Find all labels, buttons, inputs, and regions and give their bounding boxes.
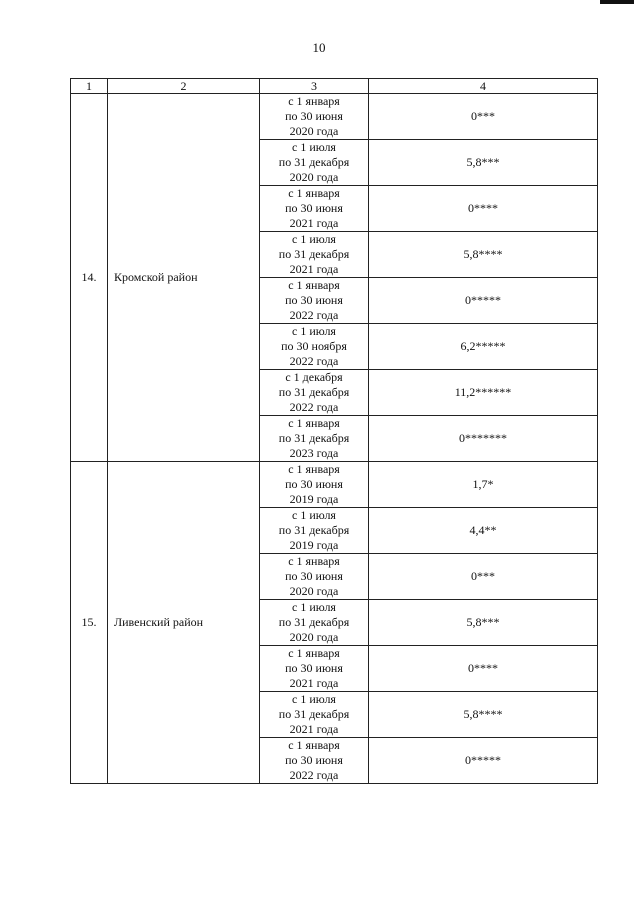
period-line: по 31 декабря xyxy=(278,385,350,399)
period-line: по 30 июня xyxy=(285,109,343,123)
period-line: 2022 года xyxy=(289,308,339,322)
period-line: по 30 июня xyxy=(285,201,343,215)
period-line: с 1 июля xyxy=(292,508,336,522)
value-cell: 1,7* xyxy=(369,462,598,508)
table-row xyxy=(71,94,598,140)
value-cell: 0**** xyxy=(369,646,598,692)
value-cell: 5,8**** xyxy=(369,232,598,278)
period-line: по 30 ноября xyxy=(281,339,347,353)
period-cell xyxy=(260,738,369,784)
value-cell: 0***** xyxy=(369,278,598,324)
district-number: 14. xyxy=(71,94,108,462)
period-line: с 1 января xyxy=(288,554,340,568)
period-line: по 30 июня xyxy=(285,293,343,307)
period-cell xyxy=(260,140,369,186)
period-line: с 1 января xyxy=(288,416,340,430)
page-number: 10 xyxy=(312,40,326,55)
period-cell xyxy=(260,646,369,692)
period-line: 2021 года xyxy=(289,722,339,736)
period-line: с 1 июля xyxy=(292,140,336,154)
period-line: 2019 года xyxy=(289,492,339,506)
header-row xyxy=(71,79,598,94)
period-line: 2021 года xyxy=(289,262,339,276)
value-cell: 4,4** xyxy=(369,508,598,554)
period-line: 2019 года xyxy=(289,538,339,552)
district-name: Кромской район xyxy=(108,94,260,462)
period-line: по 31 декабря xyxy=(278,431,350,445)
period-line: 2021 года xyxy=(289,216,339,230)
value-cell: 6,2***** xyxy=(369,324,598,370)
value-cell: 11,2****** xyxy=(369,370,598,416)
period-line: 2022 года xyxy=(289,400,339,414)
value-cell: 0******* xyxy=(369,416,598,462)
period-line: 2020 года xyxy=(289,584,339,598)
period-line: с 1 января xyxy=(288,94,340,108)
period-cell xyxy=(260,278,369,324)
table-body xyxy=(71,79,598,784)
table-row xyxy=(71,462,598,508)
value-cell: 0**** xyxy=(369,186,598,232)
tariff-table xyxy=(70,78,598,784)
period-line: 2021 года xyxy=(289,676,339,690)
period-cell xyxy=(260,94,369,140)
period-line: с 1 января xyxy=(288,738,340,752)
header-col-2: 2 xyxy=(108,79,260,94)
period-line: с 1 июля xyxy=(292,600,336,614)
period-line: по 30 июня xyxy=(285,753,343,767)
header-col-4: 4 xyxy=(369,79,598,94)
period-line: 2022 года xyxy=(289,768,339,782)
period-cell xyxy=(260,370,369,416)
period-line: по 30 июня xyxy=(285,569,343,583)
period-line: по 31 декабря xyxy=(278,523,350,537)
period-line: с 1 июля xyxy=(292,232,336,246)
period-line: 2020 года xyxy=(289,124,339,138)
period-line: с 1 января xyxy=(288,462,340,476)
period-line: 2023 года xyxy=(289,446,339,460)
header-col-3: 3 xyxy=(260,79,369,94)
period-cell xyxy=(260,692,369,738)
period-line: по 30 июня xyxy=(285,661,343,675)
corner-mark xyxy=(600,0,634,4)
period-line: 2020 года xyxy=(289,170,339,184)
period-line: по 31 декабря xyxy=(278,247,350,261)
value-cell: 5,8*** xyxy=(369,600,598,646)
period-line: 2022 года xyxy=(289,354,339,368)
period-cell xyxy=(260,508,369,554)
value-cell: 5,8**** xyxy=(369,692,598,738)
header-col-1: 1 xyxy=(71,79,108,94)
period-line: 2020 года xyxy=(289,630,339,644)
period-cell xyxy=(260,600,369,646)
value-cell: 0*** xyxy=(369,554,598,600)
period-cell xyxy=(260,232,369,278)
period-cell xyxy=(260,324,369,370)
period-cell xyxy=(260,416,369,462)
period-line: с 1 июля xyxy=(292,324,336,338)
period-cell xyxy=(260,462,369,508)
period-line: с 1 декабря xyxy=(285,370,343,384)
district-name: Ливенский район xyxy=(108,462,260,784)
period-line: с 1 июля xyxy=(292,692,336,706)
period-line: по 31 декабря xyxy=(278,155,350,169)
period-cell xyxy=(260,554,369,600)
period-line: по 31 декабря xyxy=(278,707,350,721)
value-cell: 5,8*** xyxy=(369,140,598,186)
period-line: по 31 декабря xyxy=(278,615,350,629)
value-cell: 0***** xyxy=(369,738,598,784)
period-line: с 1 января xyxy=(288,646,340,660)
period-cell xyxy=(260,186,369,232)
value-cell: 0*** xyxy=(369,94,598,140)
period-line: по 30 июня xyxy=(285,477,343,491)
period-line: с 1 января xyxy=(288,278,340,292)
district-number: 15. xyxy=(71,462,108,784)
period-line: с 1 января xyxy=(288,186,340,200)
